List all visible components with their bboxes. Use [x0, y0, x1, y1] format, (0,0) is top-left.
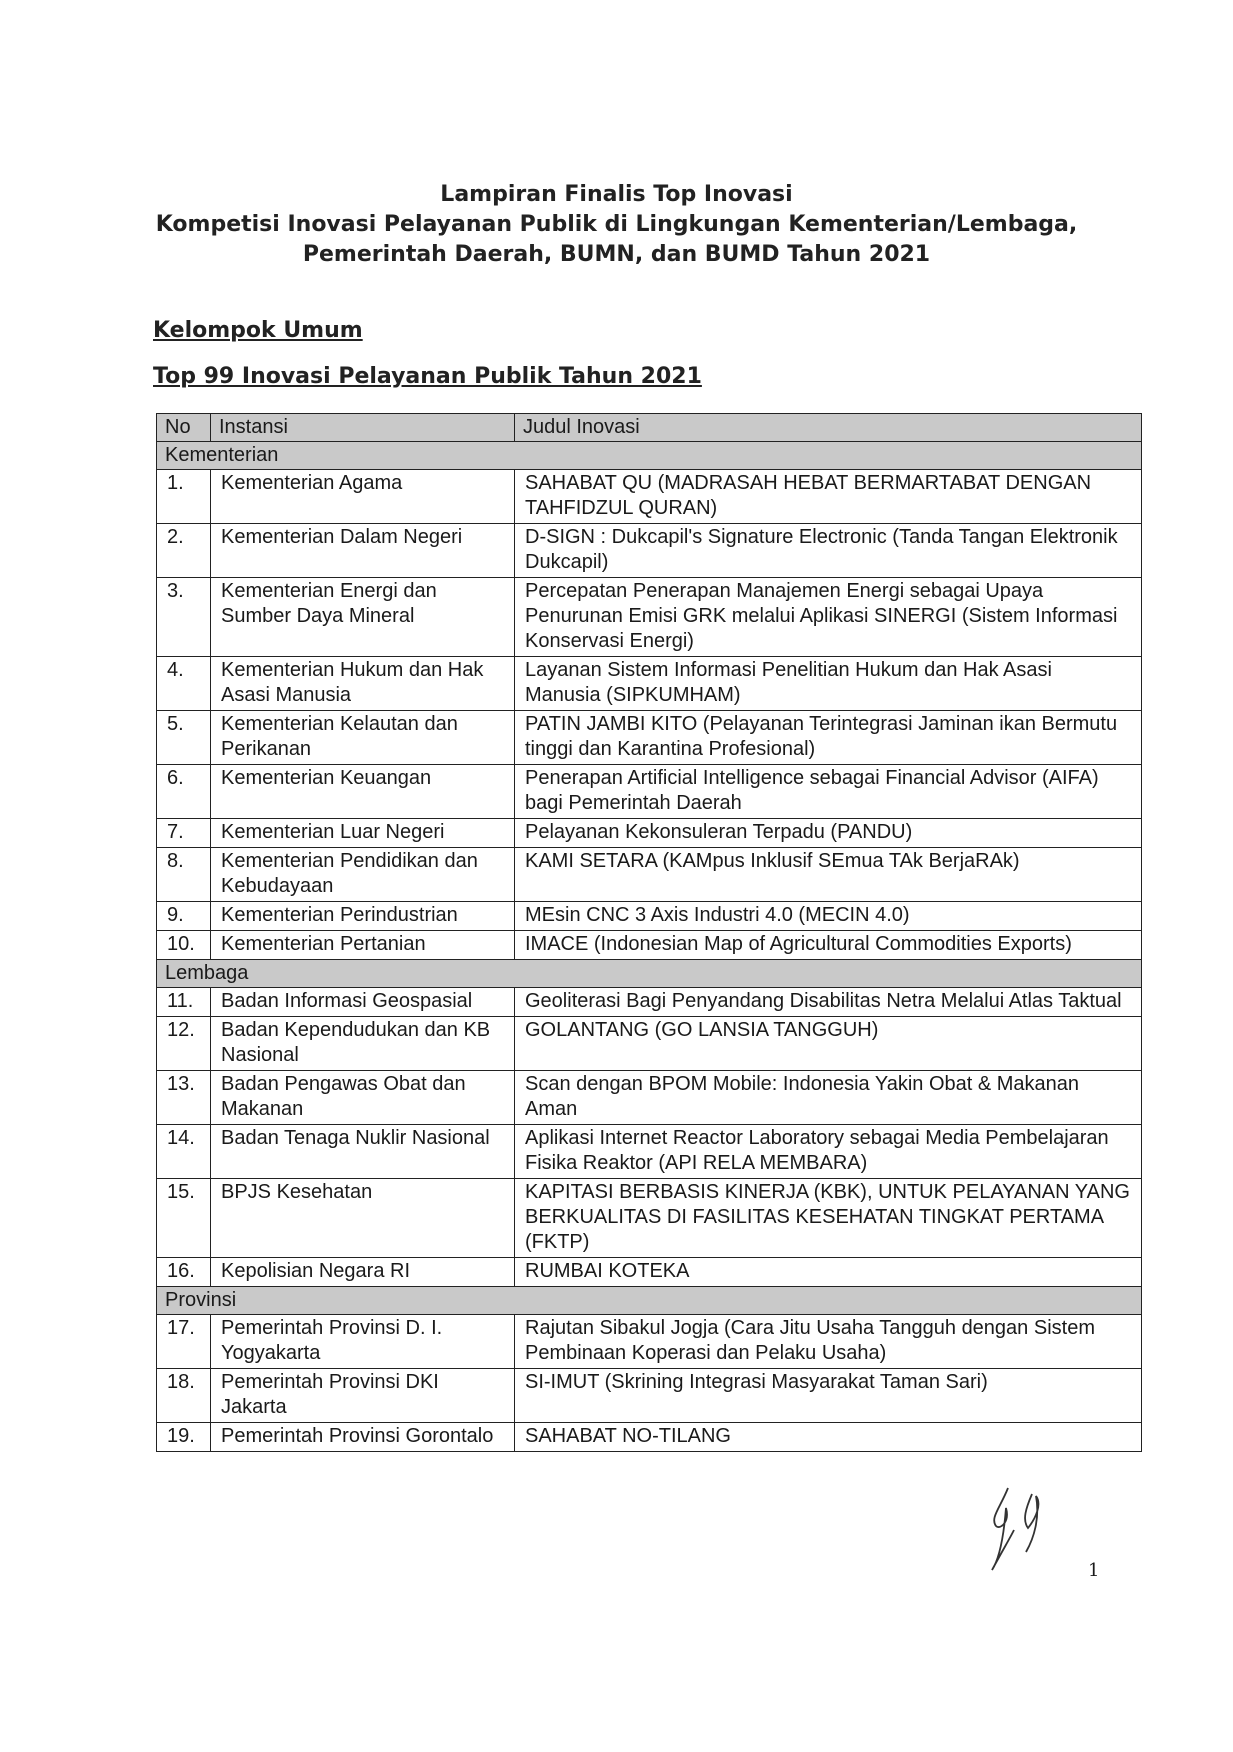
row-judul: Layanan Sistem Informasi Penelitian Hukum dan Hak Asasi Manusia (SIPKUMHAM) — [515, 657, 1142, 711]
row-judul: Pelayanan Kekonsuleran Terpadu (PANDU) — [515, 819, 1142, 848]
table-row — [157, 765, 1142, 819]
row-number: 16. — [157, 1258, 211, 1287]
row-instansi: BPJS Kesehatan — [211, 1179, 515, 1258]
table-row — [157, 711, 1142, 765]
row-judul: MEsin CNC 3 Axis Industri 4.0 (MECIN 4.0) — [515, 902, 1142, 931]
row-judul: KAPITASI BERBASIS KINERJA (KBK), UNTUK PELAYANAN YANG BERKUALITAS DI FASILITAS KESEHATAN TINGKAT PERTAMA (FKTP) — [515, 1179, 1142, 1258]
row-instansi: Pemerintah Provinsi D. I. Yogyakarta — [211, 1315, 515, 1369]
header-judul: Judul Inovasi — [515, 414, 1142, 442]
table-header-row — [157, 414, 1142, 442]
handwritten-signature-icon — [970, 1478, 1070, 1578]
title-line-1: Lampiran Finalis Top Inovasi — [440, 182, 793, 207]
row-instansi: Kementerian Pendidikan dan Kebudayaan — [211, 848, 515, 902]
table-row — [157, 902, 1142, 931]
row-number: 8. — [157, 848, 211, 902]
table-row — [157, 819, 1142, 848]
table-row — [157, 470, 1142, 524]
table-row — [157, 1369, 1142, 1423]
table-row — [157, 1423, 1142, 1452]
innovation-table — [156, 413, 1142, 1452]
group-row-provinsi — [157, 1287, 1142, 1315]
table-row — [157, 1258, 1142, 1287]
row-number: 5. — [157, 711, 211, 765]
group-label: Provinsi — [157, 1287, 1142, 1315]
row-number: 9. — [157, 902, 211, 931]
row-instansi: Badan Pengawas Obat dan Makanan — [211, 1071, 515, 1125]
row-instansi: Kementerian Perindustrian — [211, 902, 515, 931]
page-number: 1 — [1088, 1560, 1100, 1581]
row-number: 1. — [157, 470, 211, 524]
row-instansi: Kementerian Energi dan Sumber Daya Mineral — [211, 578, 515, 657]
row-number: 4. — [157, 657, 211, 711]
table-row — [157, 1017, 1142, 1071]
title-line-3: Pemerintah Daerah, BUMN, dan BUMD Tahun 2021 — [302, 242, 931, 267]
row-judul: IMACE (Indonesian Map of Agricultural Commodities Exports) — [515, 931, 1142, 960]
row-instansi: Badan Tenaga Nuklir Nasional — [211, 1125, 515, 1179]
row-judul: GOLANTANG (GO LANSIA TANGGUH) — [515, 1017, 1142, 1071]
list-heading: Top 99 Inovasi Pelayanan Publik Tahun 2021 — [153, 364, 702, 389]
row-instansi: Kepolisian Negara RI — [211, 1258, 515, 1287]
row-judul: D-SIGN : Dukcapil's Signature Electronic (Tanda Tangan Elektronik Dukcapil) — [515, 524, 1142, 578]
row-instansi: Badan Informasi Geospasial — [211, 988, 515, 1017]
row-instansi: Kementerian Pertanian — [211, 931, 515, 960]
row-number: 10. — [157, 931, 211, 960]
row-judul: Scan dengan BPOM Mobile: Indonesia Yakin Obat & Makanan Aman — [515, 1071, 1142, 1125]
table-row — [157, 578, 1142, 657]
row-number: 13. — [157, 1071, 211, 1125]
row-judul: RUMBAI KOTEKA — [515, 1258, 1142, 1287]
header-no: No — [157, 414, 211, 442]
row-number: 19. — [157, 1423, 211, 1452]
row-instansi: Kementerian Dalam Negeri — [211, 524, 515, 578]
row-judul: SAHABAT QU (MADRASAH HEBAT BERMARTABAT DENGAN TAHFIDZUL QURAN) — [515, 470, 1142, 524]
table-row — [157, 848, 1142, 902]
row-number: 15. — [157, 1179, 211, 1258]
table-row — [157, 1179, 1142, 1258]
row-instansi: Kementerian Keuangan — [211, 765, 515, 819]
title-line-2: Kompetisi Inovasi Pelayanan Publik di Lingkungan Kementerian/Lembaga, — [155, 212, 1078, 237]
table-row — [157, 1125, 1142, 1179]
row-judul: SAHABAT NO-TILANG — [515, 1423, 1142, 1452]
table-row — [157, 931, 1142, 960]
table-row — [157, 988, 1142, 1017]
group-heading: Kelompok Umum — [153, 318, 363, 343]
row-instansi: Kementerian Agama — [211, 470, 515, 524]
row-judul: KAMI SETARA (KAMpus Inklusif SEmua TAk BerjaRAk) — [515, 848, 1142, 902]
table-row — [157, 657, 1142, 711]
row-instansi: Badan Kependudukan dan KB Nasional — [211, 1017, 515, 1071]
row-judul: Penerapan Artificial Intelligence sebagai Financial Advisor (AIFA) bagi Pemerintah Daerah — [515, 765, 1142, 819]
row-number: 3. — [157, 578, 211, 657]
row-judul: SI-IMUT (Skrining Integrasi Masyarakat Taman Sari) — [515, 1369, 1142, 1423]
group-row-kementerian — [157, 442, 1142, 470]
row-number: 17. — [157, 1315, 211, 1369]
row-instansi: Pemerintah Provinsi Gorontalo — [211, 1423, 515, 1452]
row-judul: Geoliterasi Bagi Penyandang Disabilitas Netra Melalui Atlas Taktual — [515, 988, 1142, 1017]
row-instansi: Pemerintah Provinsi DKI Jakarta — [211, 1369, 515, 1423]
row-instansi: Kementerian Kelautan dan Perikanan — [211, 711, 515, 765]
group-row-lembaga — [157, 960, 1142, 988]
row-number: 2. — [157, 524, 211, 578]
row-instansi: Kementerian Hukum dan Hak Asasi Manusia — [211, 657, 515, 711]
header-instansi: Instansi — [211, 414, 515, 442]
table-row — [157, 524, 1142, 578]
table-row — [157, 1315, 1142, 1369]
row-instansi: Kementerian Luar Negeri — [211, 819, 515, 848]
document-title — [0, 180, 1233, 270]
row-number: 18. — [157, 1369, 211, 1423]
row-judul: Aplikasi Internet Reactor Laboratory sebagai Media Pembelajaran Fisika Reaktor (API RELA MEMBARA) — [515, 1125, 1142, 1179]
row-number: 11. — [157, 988, 211, 1017]
table-row — [157, 1071, 1142, 1125]
row-number: 6. — [157, 765, 211, 819]
row-judul: PATIN JAMBI KITO (Pelayanan Terintegrasi Jaminan ikan Bermutu tinggi dan Karantina Profesional) — [515, 711, 1142, 765]
row-judul: Percepatan Penerapan Manajemen Energi sebagai Upaya Penurunan Emisi GRK melalui Aplikasi SINERGI (Sistem Informasi Konservasi Energi) — [515, 578, 1142, 657]
row-number: 7. — [157, 819, 211, 848]
group-label: Lembaga — [157, 960, 1142, 988]
row-number: 14. — [157, 1125, 211, 1179]
row-number: 12. — [157, 1017, 211, 1071]
row-judul: Rajutan Sibakul Jogja (Cara Jitu Usaha Tangguh dengan Sistem Pembinaan Koperasi dan Pelaku Usaha) — [515, 1315, 1142, 1369]
table-body — [157, 442, 1142, 1452]
group-label: Kementerian — [157, 442, 1142, 470]
